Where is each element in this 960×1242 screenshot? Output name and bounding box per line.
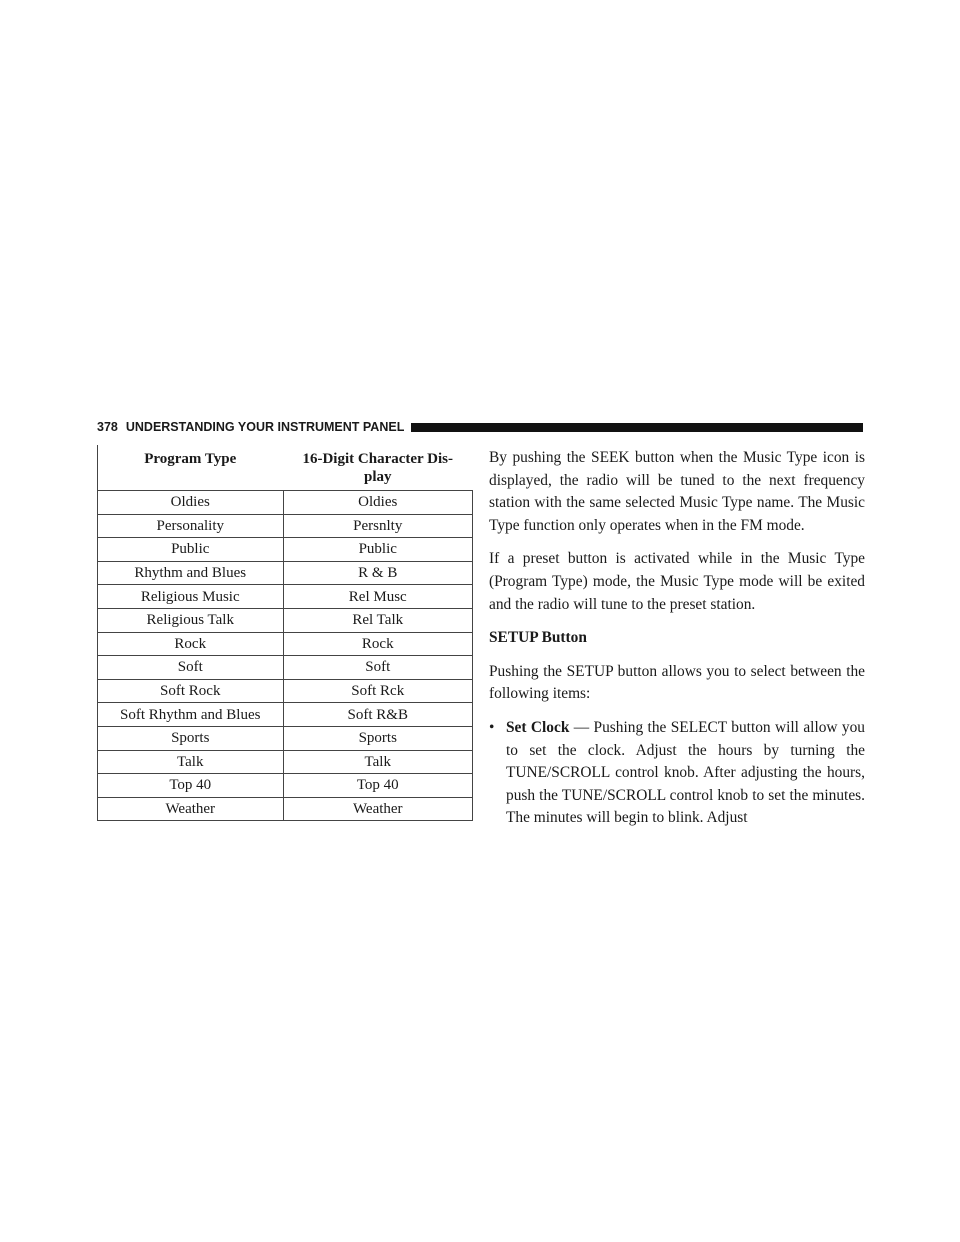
table-row (98, 797, 473, 821)
display-text-cell: Rock (283, 632, 473, 656)
page-number: 378 (97, 420, 118, 434)
set-clock-item (489, 717, 865, 830)
display-text-cell: Public (283, 538, 473, 562)
page-header (97, 417, 863, 437)
display-text-cell: Sports (283, 726, 473, 750)
table-row (98, 585, 473, 609)
display-text-cell: Soft Rck (283, 679, 473, 703)
display-text-cell: R & B (283, 561, 473, 585)
display-text-cell: Weather (283, 797, 473, 821)
setup-paragraph: Pushing the SETUP button allows you to select between the following items: (489, 662, 865, 703)
set-clock-description: — Pushing the SELECT button will allow you to set the clock. Adjust the hours by turning the TUNE/SCROLL control knob. After adjusting the hours, push the TUNE/SCROLL control knob to set the minutes. The minutes will begin to blink. Adjust (506, 718, 865, 827)
program-type-cell: Public (98, 538, 284, 562)
program-type-cell: Weather (98, 797, 284, 821)
bullet-icon: • (489, 718, 495, 736)
table-row (98, 774, 473, 798)
table-row (98, 679, 473, 703)
table-row (98, 561, 473, 585)
table-body (98, 491, 473, 821)
program-type-cell: Rhythm and Blues (98, 561, 284, 585)
display-text-cell: Soft (283, 656, 473, 680)
section-title: UNDERSTANDING YOUR INSTRUMENT PANEL (125, 420, 405, 434)
right-column (489, 447, 865, 830)
header-rule (411, 423, 863, 432)
table-row (98, 726, 473, 750)
program-type-cell: Personality (98, 514, 284, 538)
display-text-cell: Rel Musc (283, 585, 473, 609)
program-type-cell: Oldies (98, 491, 284, 515)
table-row (98, 656, 473, 680)
program-type-cell: Top 40 (98, 774, 284, 798)
table-row (98, 608, 473, 632)
program-type-cell: Talk (98, 750, 284, 774)
display-text-cell: Persnlty (283, 514, 473, 538)
preset-paragraph: If a preset button is activated while in the Music Type (Program Type) mode, the Music Type mode will be exited and the radio will tune to the preset station. (489, 550, 865, 613)
program-type-cell: Soft Rock (98, 679, 284, 703)
table-row (98, 703, 473, 727)
display-text-cell: Talk (283, 750, 473, 774)
table-row (98, 491, 473, 515)
setup-button-heading: SETUP Button (489, 629, 587, 647)
table-row (98, 632, 473, 656)
display-text-cell: Oldies (283, 491, 473, 515)
program-type-table (97, 445, 473, 821)
program-type-cell: Rock (98, 632, 284, 656)
display-text-cell: Soft R&B (283, 703, 473, 727)
seek-paragraph: By pushing the SEEK button when the Music Type icon is displayed, the radio will be tuned to the next frequency station with the same selected Music Type name. The Music Type function only operates when in the FM mode. (489, 449, 865, 534)
program-type-cell: Soft Rhythm and Blues (98, 703, 284, 727)
table-header-row (98, 445, 473, 491)
display-text-cell: Rel Talk (283, 608, 473, 632)
table-header-program-type: Program Type (144, 451, 237, 467)
table-row (98, 514, 473, 538)
table-header-display: 16-Digit Character Dis- play (302, 451, 454, 485)
program-type-cell: Sports (98, 726, 284, 750)
program-type-cell: Religious Music (98, 585, 284, 609)
set-clock-term: Set Clock (506, 718, 570, 736)
display-text-cell: Top 40 (283, 774, 473, 798)
table-row (98, 538, 473, 562)
program-type-cell: Soft (98, 656, 284, 680)
table-row (98, 750, 473, 774)
program-type-cell: Religious Talk (98, 608, 284, 632)
